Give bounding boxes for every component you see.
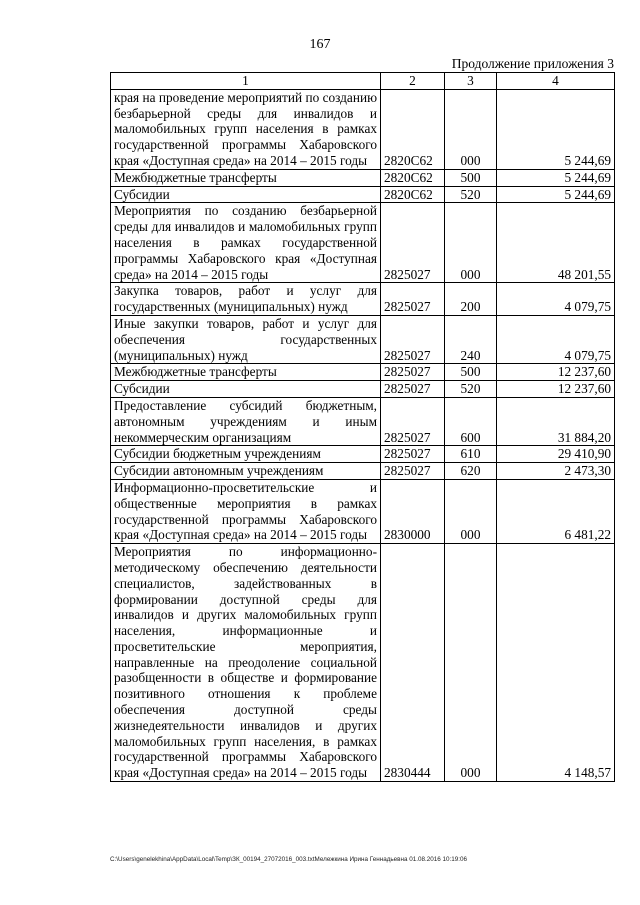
- table-header-row: [111, 73, 615, 90]
- column-header-expense-type: 3: [445, 73, 497, 90]
- row-amount: 4 148,57: [497, 544, 615, 782]
- row-expense-type: 240: [445, 315, 497, 363]
- row-amount: 5 244,69: [497, 169, 615, 186]
- row-amount: 2 473,30: [497, 463, 615, 480]
- row-amount: 48 201,55: [497, 203, 615, 283]
- row-amount: 5 244,69: [497, 186, 615, 203]
- row-amount: 6 481,22: [497, 479, 615, 543]
- table-body: [111, 89, 615, 781]
- table-row: [111, 463, 615, 480]
- table-row: [111, 315, 615, 363]
- row-amount: 12 237,60: [497, 381, 615, 398]
- row-name: Межбюджетные трансферты: [111, 169, 381, 186]
- table-row: [111, 479, 615, 543]
- row-name: края на проведение мероприятий по созданию безбарьерной среды для инвалидов и маломобильных групп населения в рамках государственной программы Хабаровского края «Доступная среда» на 2014 – 2015 годы: [111, 89, 381, 169]
- row-code: 2830000: [381, 479, 445, 543]
- row-expense-type: 000: [445, 479, 497, 543]
- row-expense-type: 000: [445, 203, 497, 283]
- page-number: 167: [309, 37, 331, 52]
- row-code: 2820С62: [381, 89, 445, 169]
- row-name: Закупка товаров, работ и услуг для государственных (муниципальных) нужд: [111, 283, 381, 316]
- row-code: 2825027: [381, 283, 445, 316]
- row-code: 2825027: [381, 381, 445, 398]
- table-row: [111, 381, 615, 398]
- row-amount: 5 244,69: [497, 89, 615, 169]
- row-name: Мероприятия по созданию безбарьерной среды для инвалидов и маломобильных групп населения в рамках государственной программы Хабаровского края «Доступная среда» на 2014 – 2015 годы: [111, 203, 381, 283]
- row-name: Субсидии бюджетным учреждениям: [111, 446, 381, 463]
- table-row: [111, 203, 615, 283]
- row-name: Субсидии автономным учреждениям: [111, 463, 381, 480]
- table-row: [111, 89, 615, 169]
- row-expense-type: 620: [445, 463, 497, 480]
- row-expense-type: 200: [445, 283, 497, 316]
- table-row: [111, 544, 615, 782]
- table-row: [111, 364, 615, 381]
- row-name: Предоставление субсидий бюджетным, автономным учреждениям и иным некоммерческим организациям: [111, 397, 381, 445]
- row-amount: 29 410,90: [497, 446, 615, 463]
- row-expense-type: 610: [445, 446, 497, 463]
- row-amount: 4 079,75: [497, 283, 615, 316]
- table-row: [111, 169, 615, 186]
- column-header-amount: 4: [497, 73, 615, 90]
- row-amount: 12 237,60: [497, 364, 615, 381]
- file-path-footer: C:\Users\genelekhina\AppData\Local\Temp\ЗК_00194_27072016_003.txtМележкина Ирина Геннадьевна 01.08.2016 10:19:06: [110, 856, 468, 863]
- row-name: Мероприятия по информационно-методическому обеспечению деятельности специалистов, задействованных в формировании доступной среды для инвалидов и других маломобильных групп населения, информационные и просветительские мероприятия, направленные на преодоление социальной разобщенности в обществе и формирование позитивного отношения к проблеме обеспечения доступной среды жизнедеятельности инвалидов и других маломобильных групп населения, в рамках государственной программы Хабаровского края «Доступная среда» на 2014 – 2015 годы: [111, 544, 381, 782]
- table-row: [111, 186, 615, 203]
- row-code: 2825027: [381, 203, 445, 283]
- row-expense-type: 600: [445, 397, 497, 445]
- row-expense-type: 000: [445, 544, 497, 782]
- row-name: Межбюджетные трансферты: [111, 364, 381, 381]
- continuation-caption: Продолжение приложения 3: [451, 56, 614, 71]
- row-name: Субсидии: [111, 186, 381, 203]
- column-header-code: 2: [381, 73, 445, 90]
- row-expense-type: 520: [445, 186, 497, 203]
- row-code: 2825027: [381, 315, 445, 363]
- row-amount: 31 884,20: [497, 397, 615, 445]
- row-name: Иные закупки товаров, работ и услуг для обеспечения государственных (муниципальных) нужд: [111, 315, 381, 363]
- row-code: 2820С62: [381, 169, 445, 186]
- row-code: 2830444: [381, 544, 445, 782]
- row-expense-type: 520: [445, 381, 497, 398]
- budget-table: [110, 72, 615, 782]
- row-name: Информационно-просветительские и общественные мероприятия в рамках государственной программы Хабаровского края «Доступная среда» на 2014 – 2015 годы: [111, 479, 381, 543]
- row-code: 2825027: [381, 397, 445, 445]
- row-expense-type: 500: [445, 169, 497, 186]
- row-amount: 4 079,75: [497, 315, 615, 363]
- row-code: 2825027: [381, 364, 445, 381]
- table-row: [111, 397, 615, 445]
- row-expense-type: 500: [445, 364, 497, 381]
- column-header-name: 1: [111, 73, 381, 90]
- row-code: 2825027: [381, 463, 445, 480]
- row-code: 2820С62: [381, 186, 445, 203]
- row-expense-type: 000: [445, 89, 497, 169]
- table-row: [111, 446, 615, 463]
- row-name: Субсидии: [111, 381, 381, 398]
- table-row: [111, 283, 615, 316]
- row-code: 2825027: [381, 446, 445, 463]
